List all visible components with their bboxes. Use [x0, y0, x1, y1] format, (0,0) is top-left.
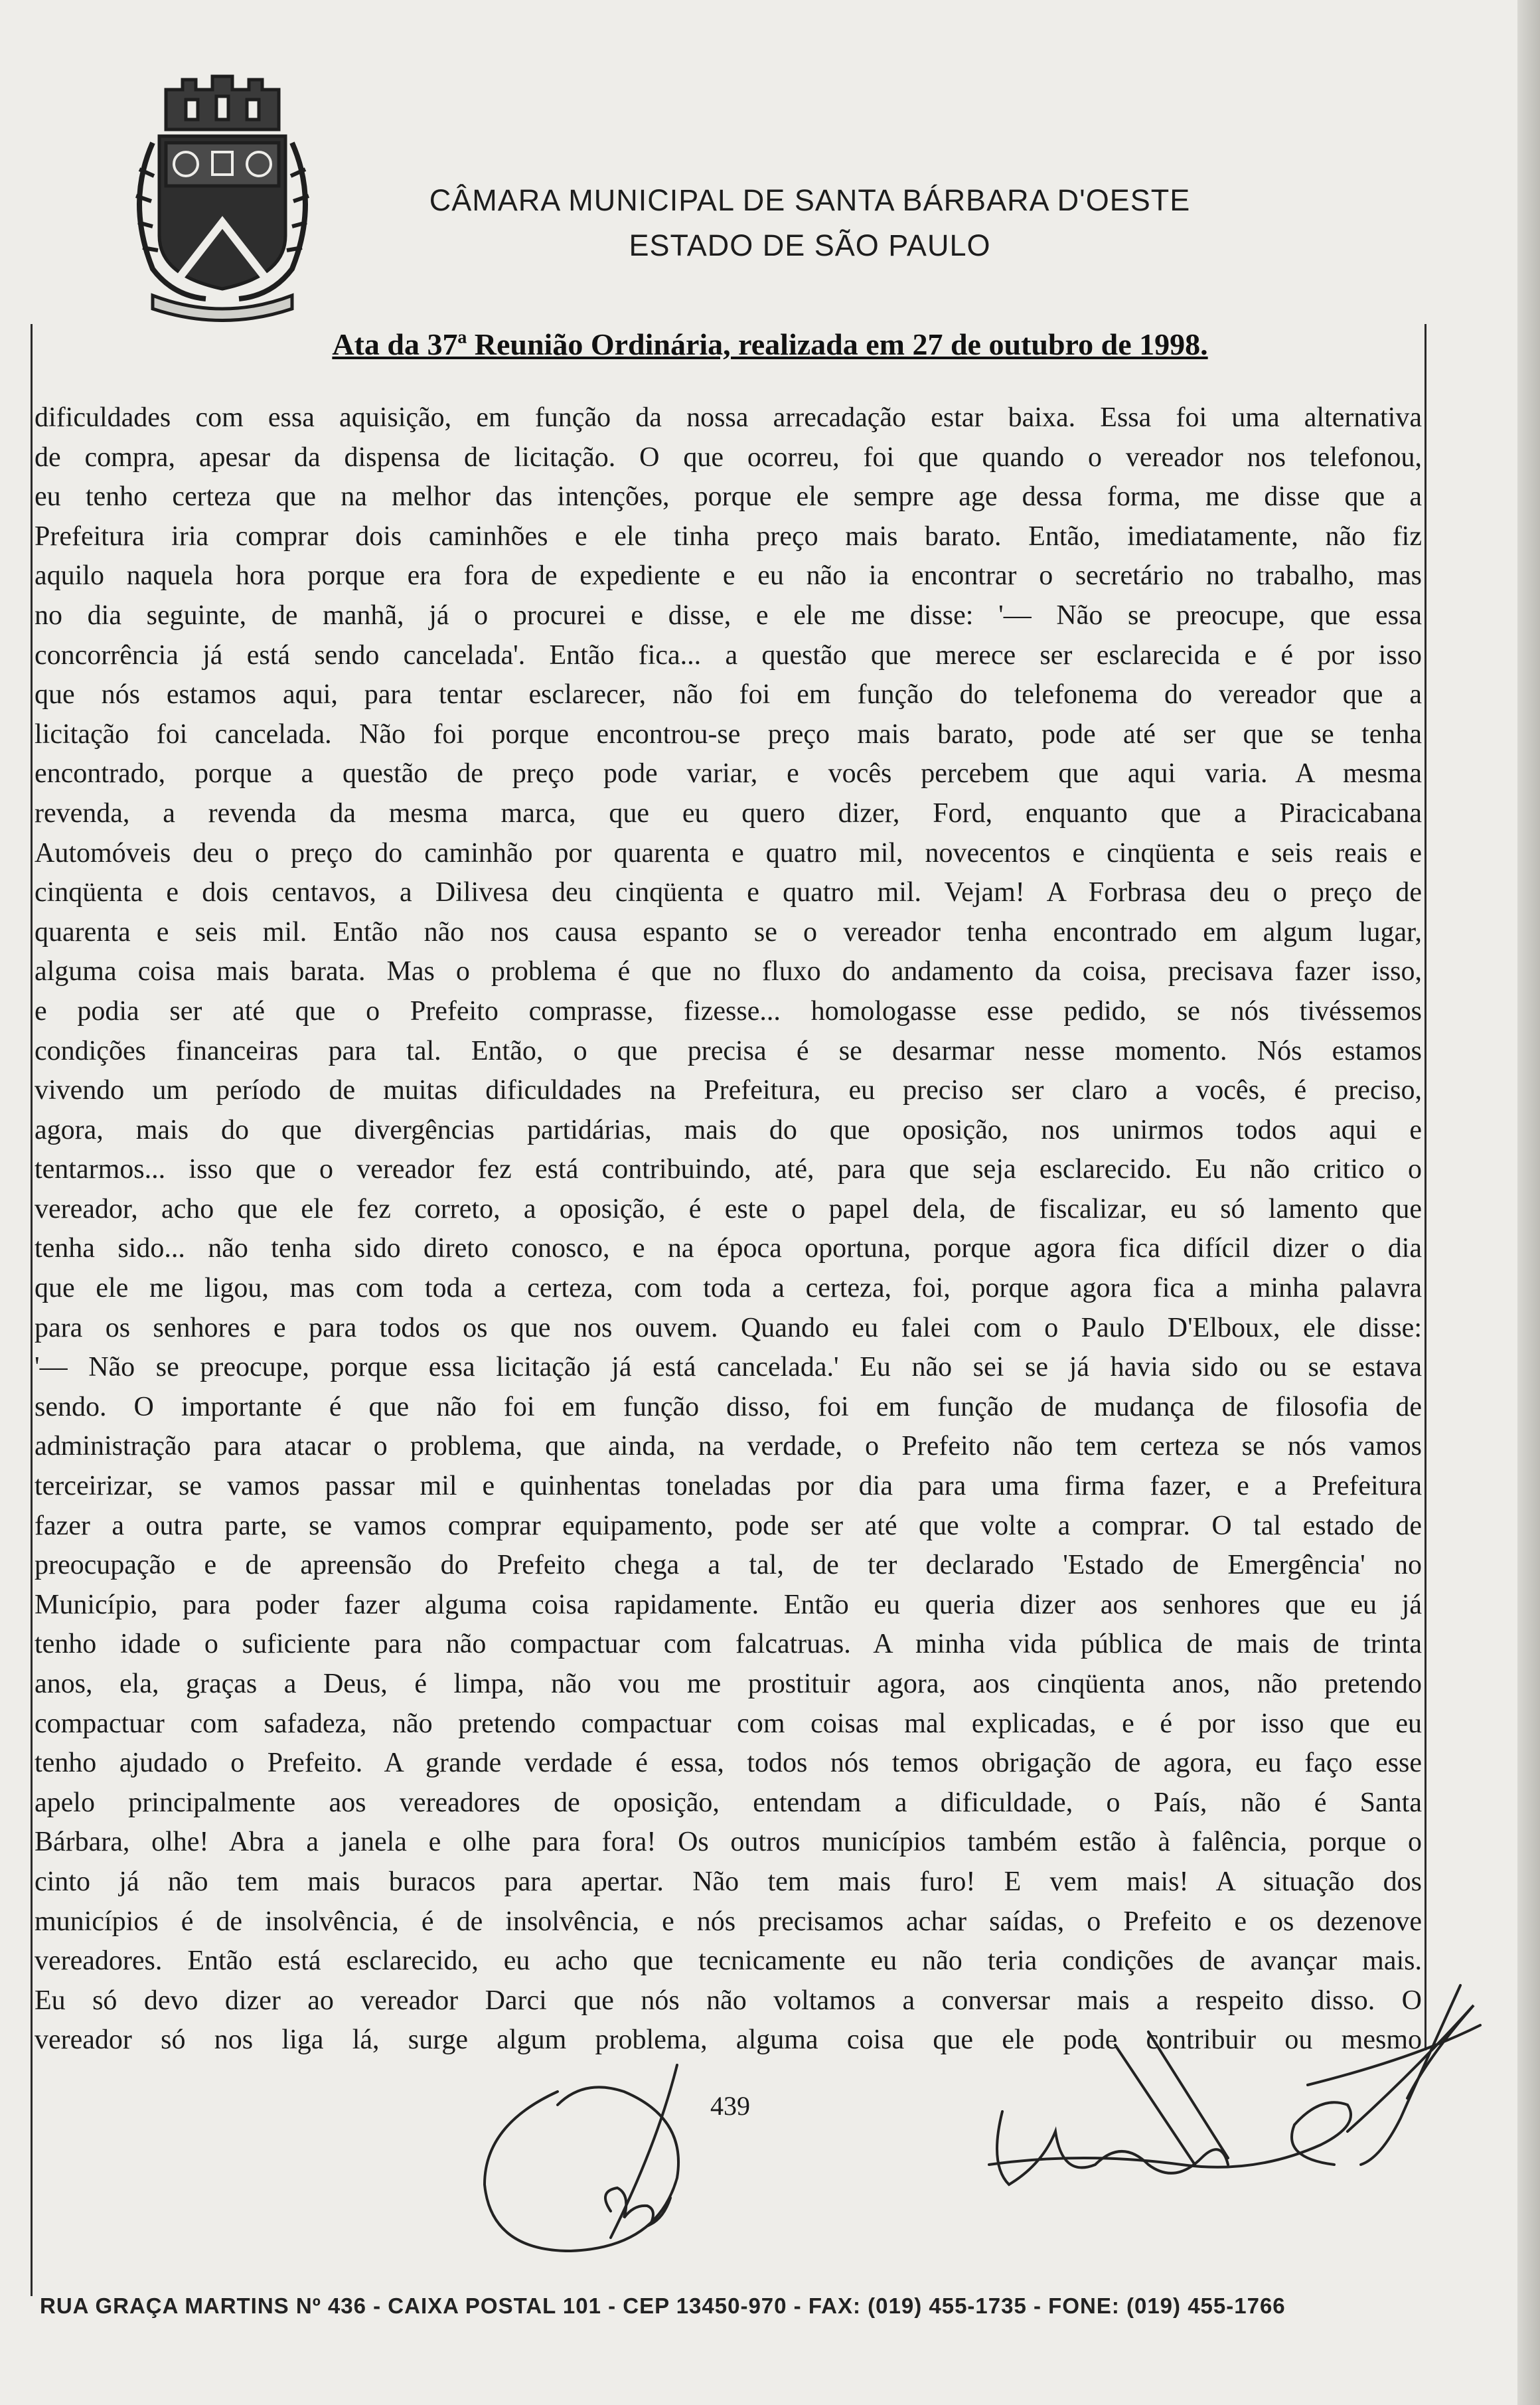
- body-line: quarenta e seis mil. Então não nos causa espanto se o vereador tenha encontrado em algum lugar,: [35, 916, 1422, 948]
- body-line: cinto já não tem mais buracos para apertar. Não tem mais furo! E vem mais! A situação dos: [35, 1866, 1422, 1897]
- body-line: vereadores. Então está esclarecido, eu acho que tecnicamente eu não teria condições de avançar mais.: [35, 1946, 1422, 1977]
- body-line: dificuldades com essa aquisição, em função da nossa arrecadação estar baixa. Essa foi uma alternativa: [35, 402, 1422, 433]
- body-line: para os senhores e para todos os que nos ouvem. Quando eu falei com o Paulo D'Elboux, ele disse:: [35, 1312, 1422, 1343]
- body-line: e podia ser até que o Prefeito comprasse, fizesse... homologasse esse pedido, se nós tivéssemos: [35, 995, 1422, 1027]
- body-line: eu tenho certeza que na melhor das intenções, porque ele sempre age dessa forma, me disse que a: [35, 481, 1422, 513]
- body-line: tentarmos... isso que o vereador fez está contribuindo, até, para que seja esclarecido. Eu não critico o: [35, 1154, 1422, 1185]
- handwritten-signature-left: [458, 2052, 737, 2271]
- body-line: Município, para poder fazer alguma coisa rapidamente. Então eu queria dizer aos senhores que eu já: [35, 1589, 1422, 1620]
- body-line: agora, mais do que divergências partidárias, mais do que oposição, nos unirmos todos aqui e: [35, 1114, 1422, 1145]
- institution-name: CÂMARA MUNICIPAL DE SANTA BÁRBARA D'OESTE: [429, 183, 1191, 217]
- body-line: compactuar com safadeza, não pretendo compactuar com coisas mal explicadas, e é por isso que eu: [35, 1708, 1422, 1739]
- body-line: sendo. O importante é que não foi em função disso, foi em função de mudança de filosofia de: [35, 1391, 1422, 1422]
- body-line: que ele me ligou, mas com toda a certeza, com toda a certeza, foi, porque agora fica a minha palavra: [35, 1273, 1422, 1304]
- body-line: administração para atacar o problema, que ainda, na verdade, o Prefeito não tem certeza se nós vamos: [35, 1431, 1422, 1462]
- body-line: vereador só nos liga lá, surge algum problema, alguma coisa que ele pode contribuir ou mesmo: [35, 2025, 1422, 2056]
- municipal-coat-of-arms-icon: [113, 70, 332, 322]
- body-line: cinqüenta e dois centavos, a Dilivesa deu cinqüenta e quatro mil. Vejam! A Forbrasa deu o preço de: [35, 877, 1422, 908]
- handwritten-signature-right: [949, 1965, 1494, 2218]
- body-line: tenho idade o suficiente para não compactuar com falcatruas. A minha vida pública de mais de trinta: [35, 1629, 1422, 1660]
- body-line: anos, ela, graças a Deus, é limpa, não vou me prostituir agora, aos cinqüenta anos, não pretendo: [35, 1669, 1422, 1699]
- page-number: 439: [710, 2091, 750, 2121]
- minutes-body: [35, 398, 1422, 2060]
- body-line: licitação foi cancelada. Não foi porque encontrou-se preço mais barato, pode até ser que se tenha: [35, 718, 1422, 750]
- body-line: tenho ajudado o Prefeito. A grande verdade é essa, todos nós temos obrigação de agora, eu faço esse: [35, 1748, 1422, 1779]
- body-line: apelo principalmente aos vereadores de oposição, entendam a dificuldade, o País, não é Santa: [35, 1787, 1422, 1818]
- body-line: de compra, apesar da dispensa de licitação. O que ocorreu, foi que quando o vereador nos telefonou,: [35, 442, 1422, 473]
- body-line: terceirizar, se vamos passar mil e quinhentas toneladas por dia para uma firma fazer, e a Prefeitura: [35, 1471, 1422, 1502]
- right-margin-rule: [1424, 324, 1426, 2050]
- body-line: fazer a outra parte, se vamos comprar equipamento, pode ser até que volte a comprar. O tal estado de: [35, 1510, 1422, 1541]
- body-line: concorrência já está sendo cancelada'. Então fica... a questão que merece ser esclarecida e é por isso: [35, 639, 1422, 671]
- body-line: condições financeiras para tal. Então, o que precisa é se desarmar nesse momento. Nós estamos: [35, 1035, 1422, 1066]
- body-line: Eu só devo dizer ao vereador Darci que nós não voltamos a conversar mais a respeito disso. O: [35, 1985, 1422, 2016]
- body-line: no dia seguinte, de manhã, já o procurei e disse, e ele me disse: '— Não se preocupe, que essa: [35, 600, 1422, 631]
- body-line: vereador, acho que ele fez correto, a oposição, é este o papel dela, de fiscalizar, eu só lamento que: [35, 1193, 1422, 1224]
- body-line: municípios é de insolvência, é de insolvência, e nós precisamos achar saídas, o Prefeito e os dezenove: [35, 1906, 1422, 1937]
- body-line: que nós estamos aqui, para tentar esclarecer, não foi em função do telefonema do vereador que a: [35, 679, 1422, 710]
- body-line: aquilo naquela hora porque era fora de expediente e eu não ia encontrar o secretário no trabalho, mas: [35, 560, 1422, 592]
- body-line: Automóveis deu o preço do caminhão por quarenta e quatro mil, novecentos e cinqüenta e seis reais e: [35, 837, 1422, 869]
- body-line: revenda, a revenda da mesma marca, que eu quero dizer, Ford, enquanto que a Piracicabana: [35, 797, 1422, 829]
- state-name: ESTADO DE SÃO PAULO: [629, 228, 991, 262]
- minutes-title: Ata da 37ª Reunião Ordinária, realizada em 27 de outubro de 1998.: [332, 327, 1208, 361]
- body-line: preocupação e de apreensão do Prefeito chega a tal, de ter declarado 'Estado de Emergência' no: [35, 1550, 1422, 1581]
- body-line: tenha sido... não tenha sido direto conosco, e na época oportuna, porque agora fica difícil dizer o dia: [35, 1233, 1422, 1264]
- body-line: Bárbara, olhe! Abra a janela e olhe para fora! Os outros municípios também estão à falência, porque o: [35, 1827, 1422, 1858]
- address-footer: RUA GRAÇA MARTINS Nº 436 - CAIXA POSTAL 101 - CEP 13450-970 - FAX: (019) 455-1735 - FONE: (019) 455-1766: [40, 2293, 1286, 2318]
- body-line: alguma coisa mais barata. Mas o problema é que no fluxo do andamento da coisa, precisava fazer isso,: [35, 956, 1422, 987]
- body-line: Prefeitura iria comprar dois caminhões e ele tinha preço mais barato. Então, imediatamente, não fiz: [35, 521, 1422, 552]
- body-line: '— Não se preocupe, porque essa licitação já está cancelada.' Eu não sei se já havia sido ou se estava: [35, 1352, 1422, 1383]
- body-line: vivendo um período de muitas dificuldades na Prefeitura, eu preciso ser claro a vocês, é preciso,: [35, 1075, 1422, 1106]
- body-line: encontrado, porque a questão de preço pode variar, e vocês percebem que aqui varia. A mesma: [35, 758, 1422, 789]
- left-margin-rule: [31, 324, 33, 2296]
